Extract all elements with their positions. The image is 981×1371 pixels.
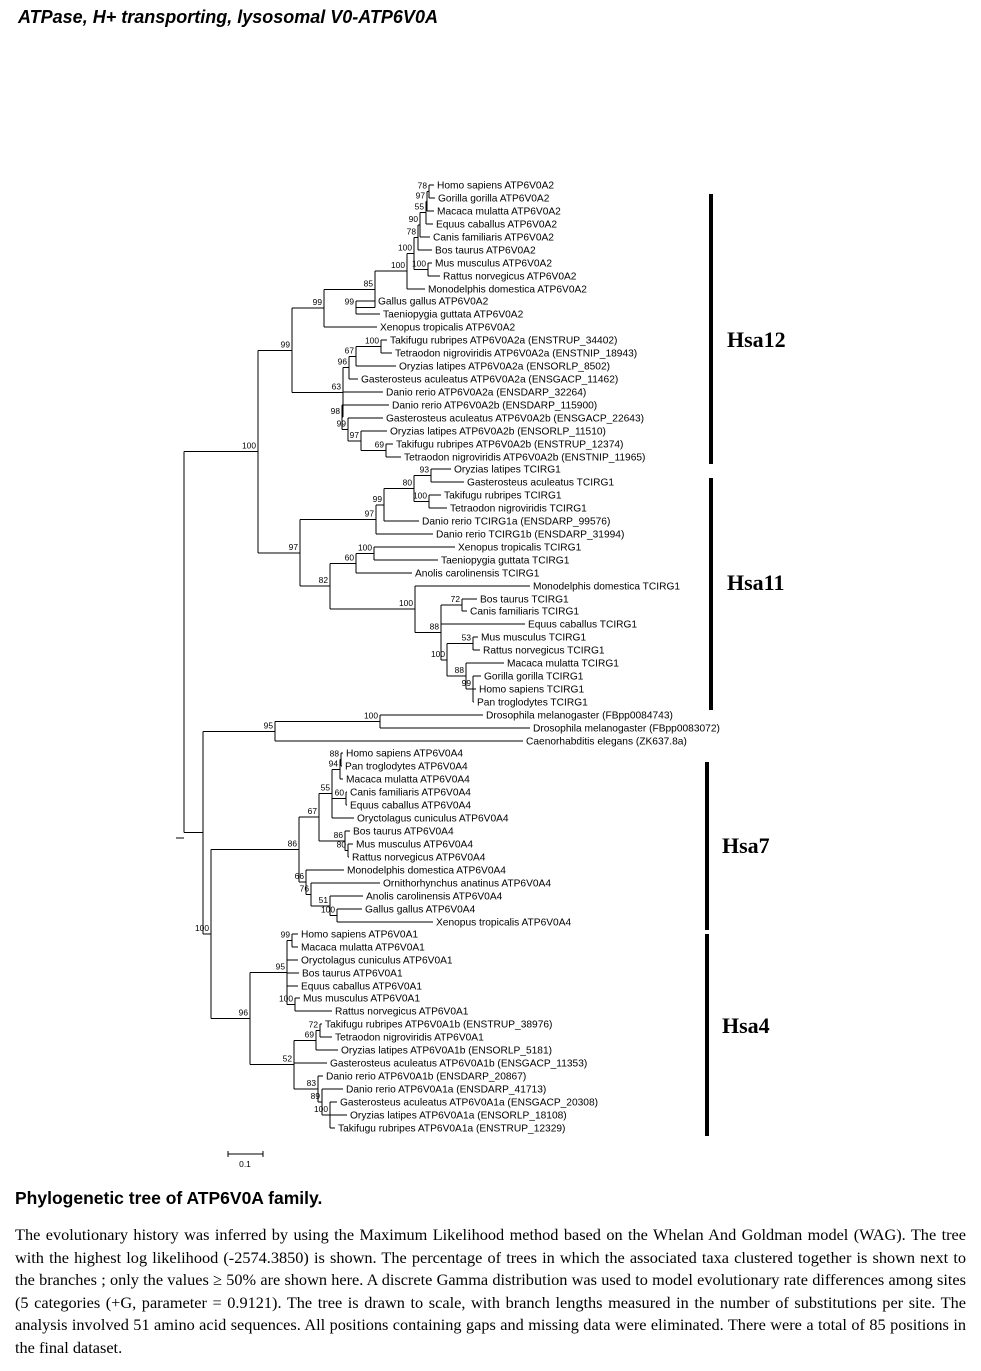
taxon-label: Gallus gallus ATP6V0A2 xyxy=(378,296,489,308)
taxon-label: Danio rerio ATP6V0A2b (ENSDARP_115900) xyxy=(392,400,598,412)
bootstrap-value: 52 xyxy=(282,1053,292,1064)
bootstrap-value: 100 xyxy=(365,335,379,346)
bootstrap-value: 100 xyxy=(321,904,335,915)
taxon-label: Gasterosteus aculeatus ATP6V0A2a (ENSGACP_11462) xyxy=(361,374,619,386)
bootstrap-value: 90 xyxy=(408,213,418,224)
taxon-label: Homo sapiens ATP6V0A1 xyxy=(301,929,419,941)
taxon-label: Drosophila melanogaster (FBpp0084743) xyxy=(486,710,673,722)
taxon-label: Danio rerio TCIRG1a (ENSDARP_99576) xyxy=(422,516,611,528)
taxon-label: Oryzias latipes TCIRG1 xyxy=(454,464,561,476)
taxon-label: Mus musculus ATP6V0A4 xyxy=(356,839,474,851)
taxon-label: Bos taurus ATP6V0A2 xyxy=(435,245,536,257)
bootstrap-value: 80 xyxy=(402,477,412,488)
bootstrap-value: 95 xyxy=(263,720,273,731)
bootstrap-value: 60 xyxy=(334,787,344,798)
taxon-label: Macaca mulatta ATP6V0A1 xyxy=(301,942,425,954)
taxon-label: Danio rerio ATP6V0A1a (ENSDARP_41713) xyxy=(346,1084,547,1096)
taxon-label: Rattus norvegicus ATP6V0A2 xyxy=(443,271,577,283)
taxon-label: Monodelphis domestica ATP6V0A4 xyxy=(347,865,506,877)
bootstrap-value: 55 xyxy=(414,201,424,212)
bootstrap-value: 53 xyxy=(461,632,471,643)
taxon-label: Rattus norvegicus ATP6V0A1 xyxy=(335,1006,469,1018)
taxon-label: Pan troglodytes TCIRG1 xyxy=(477,697,588,709)
taxon-label: Takifugu rubripes ATP6V0A1b (ENSTRUP_38976) xyxy=(325,1019,553,1031)
bootstrap-value: 94 xyxy=(328,758,338,769)
bootstrap-value: 88 xyxy=(454,665,464,675)
taxon-label: Canis familiaris ATP6V0A4 xyxy=(350,787,471,799)
taxon-label: Takifugu rubripes TCIRG1 xyxy=(444,490,562,502)
taxon-label: Rattus norvegicus TCIRG1 xyxy=(483,645,605,657)
taxon-label: Monodelphis domestica ATP6V0A2 xyxy=(428,284,587,296)
bootstrap-value: 100 xyxy=(398,242,412,253)
taxon-label: Xenopus tropicalis ATP6V0A2 xyxy=(380,322,516,334)
taxon-label: Takifugu rubripes ATP6V0A2a (ENSTRUP_34402) xyxy=(390,335,618,347)
taxon-label: Gasterosteus aculeatus ATP6V0A2b (ENSGACP_22643) xyxy=(386,413,645,425)
taxon-label: Oryzias latipes ATP6V0A2b (ENSORLP_11510) xyxy=(390,426,606,438)
taxon-label: Pan troglodytes ATP6V0A4 xyxy=(345,761,468,773)
bootstrap-value: 98 xyxy=(330,406,340,417)
bootstrap-value: 80 xyxy=(336,839,346,850)
bootstrap-value: 83 xyxy=(306,1078,316,1088)
taxon-label: Anolis carolinensis TCIRG1 xyxy=(415,568,540,580)
bootstrap-value: 99 xyxy=(336,418,346,429)
group-bars xyxy=(705,194,786,1136)
taxon-label: Ornithorhynchus anatinus ATP6V0A4 xyxy=(383,878,552,890)
bootstrap-value: 95 xyxy=(275,961,285,972)
bootstrap-value: 99 xyxy=(461,678,471,688)
taxon-label: Taeniopygia guttata TCIRG1 xyxy=(441,555,570,567)
bootstrap-value: 82 xyxy=(318,575,328,586)
taxon-label: Gorilla gorilla TCIRG1 xyxy=(484,671,584,683)
taxon-label: Mus musculus ATP6V0A2 xyxy=(435,258,553,270)
taxon-label: Takifugu rubripes ATP6V0A2b (ENSTRUP_12374) xyxy=(396,439,624,451)
taxon-label: Bos taurus TCIRG1 xyxy=(480,594,569,606)
bootstrap-value: 51 xyxy=(318,894,328,905)
taxon-label: Mus musculus ATP6V0A1 xyxy=(303,993,421,1005)
bootstrap-value: 99 xyxy=(280,339,290,350)
taxon-label: Oryzias latipes ATP6V0A2a (ENSORLP_8502) xyxy=(399,361,611,373)
scale-bar xyxy=(228,1151,263,1169)
leaf-labels xyxy=(301,181,720,1135)
bootstrap-value: 72 xyxy=(308,1019,318,1030)
group-bar-hsa12 xyxy=(709,194,713,464)
caption-title: Phylogenetic tree of ATP6V0A family. xyxy=(15,1188,323,1208)
bootstrap-value: 100 xyxy=(279,993,293,1004)
bootstrap-value: 100 xyxy=(314,1104,328,1114)
bootstrap-value: 99 xyxy=(372,493,382,504)
bootstrap-value: 85 xyxy=(363,278,373,289)
taxon-label: Anolis carolinensis ATP6V0A4 xyxy=(366,891,503,903)
bootstrap-value: 67 xyxy=(344,345,354,356)
group-label-hsa4: Hsa4 xyxy=(722,1013,770,1038)
group-label-hsa12: Hsa12 xyxy=(727,327,786,352)
taxon-label: Tetraodon nigroviridis ATP6V0A1 xyxy=(335,1032,484,1044)
taxon-label: Oryzias latipes ATP6V0A1a (ENSORLP_18108) xyxy=(350,1110,567,1122)
taxon-label: Drosophila melanogaster (FBpp0083072) xyxy=(533,723,720,735)
bootstrap-value: 76 xyxy=(299,883,309,894)
page-title: ATPase, H+ transporting, lysosomal V0-ATP6V0A xyxy=(18,7,438,27)
bootstrap-value: 100 xyxy=(412,258,426,269)
bootstrap-value: 100 xyxy=(195,923,209,934)
taxon-label: Equus caballus ATP6V0A2 xyxy=(436,219,558,231)
bootstrap-value: 67 xyxy=(307,806,317,817)
bootstrap-value: 100 xyxy=(391,260,405,271)
bootstrap-value: 89 xyxy=(310,1091,320,1101)
group-label-hsa11: Hsa11 xyxy=(727,570,785,595)
group-bar-hsa7 xyxy=(705,762,709,930)
bootstrap-value: 100 xyxy=(242,440,256,451)
taxon-label: Danio rerio ATP6V0A1b (ENSDARP_20867) xyxy=(326,1071,527,1083)
bootstrap-value: 100 xyxy=(358,542,372,553)
taxon-label: Rattus norvegicus ATP6V0A4 xyxy=(352,852,486,864)
taxon-label: Macaca mulatta TCIRG1 xyxy=(507,658,619,670)
taxon-label: Equus caballus ATP6V0A4 xyxy=(350,800,472,812)
taxon-label: Xenopus tropicalis ATP6V0A4 xyxy=(436,917,572,929)
bootstrap-value: 100 xyxy=(431,648,445,659)
taxon-label: Tetraodon nigroviridis ATP6V0A2b (ENSTNIP_11965) xyxy=(404,452,646,464)
taxon-label: Caenorhabditis elegans (ZK637.8a) xyxy=(526,736,687,748)
taxon-label: Gallus gallus ATP6V0A4 xyxy=(365,904,476,916)
taxon-label: Mus musculus TCIRG1 xyxy=(481,632,587,644)
taxon-label: Oryctolagus cuniculus ATP6V0A1 xyxy=(301,955,453,967)
taxon-label: Gasterosteus aculeatus TCIRG1 xyxy=(467,477,615,489)
taxon-label: Oryzias latipes ATP6V0A1b (ENSORLP_5181) xyxy=(341,1045,553,1057)
taxon-label: Gorilla gorilla ATP6V0A2 xyxy=(438,193,550,205)
taxon-label: Tetraodon nigroviridis TCIRG1 xyxy=(450,503,587,515)
taxon-label: Equus caballus TCIRG1 xyxy=(528,619,638,631)
caption-text: The evolutionary history was inferred by using the Maximum Likelihood method based on the Whelan And Goldman model (WAG). The tree with the highest log likelihood (-2574.3850) is shown. The percentage of trees in which the associated taxa clustered together is shown next to the branches ; only the values ≥ 50% are shown here. A discrete Gamma distribution was used to model evolutionary rate differences among sites (5 categories (+G, parameter = 0.9121). The tree is drawn to scale, with branch lengths measured in the number of substitutions per site. The analysis involved 51 amino acid sequences. All positions containing gaps and missing data were eliminated. There were a total of 85 positions in the final dataset. xyxy=(15,1225,966,1357)
bootstrap-value: 86 xyxy=(287,838,297,849)
bootstrap-value: 78 xyxy=(417,180,427,191)
bootstrap-value: 97 xyxy=(288,541,298,552)
taxon-label: Homo sapiens ATP6V0A2 xyxy=(437,180,555,192)
bootstrap-value: 99 xyxy=(280,929,290,940)
taxon-label: Homo sapiens TCIRG1 xyxy=(479,684,585,696)
group-bar-hsa11 xyxy=(709,478,713,710)
bootstrap-value: 96 xyxy=(238,1007,248,1018)
taxon-label: Macaca mulatta ATP6V0A4 xyxy=(346,774,470,786)
bootstrap-value: 96 xyxy=(337,356,347,367)
bootstrap-value: 93 xyxy=(419,464,429,475)
taxon-label: Gasterosteus aculeatus ATP6V0A1b (ENSGACP_11353) xyxy=(330,1058,588,1070)
taxon-label: Danio rerio ATP6V0A2a (ENSDARP_32264) xyxy=(386,387,587,399)
taxon-label: Danio rerio TCIRG1b (ENSDARP_31994) xyxy=(436,529,625,541)
bootstrap-value: 69 xyxy=(304,1029,314,1040)
taxon-label: Macaca mulatta ATP6V0A2 xyxy=(437,206,561,218)
bootstrap-value: 63 xyxy=(331,381,341,392)
group-label-hsa7: Hsa7 xyxy=(722,833,770,858)
bootstrap-value: 100 xyxy=(413,490,427,501)
bootstrap-value: 100 xyxy=(364,710,378,721)
taxon-label: Takifugu rubripes ATP6V0A1a (ENSTRUP_12329) xyxy=(338,1123,566,1135)
bootstrap-value: 72 xyxy=(450,594,460,604)
bootstrap-value: 55 xyxy=(320,782,330,793)
group-bar-hsa4 xyxy=(705,934,709,1136)
scale-bar-label: 0.1 xyxy=(239,1159,251,1169)
taxon-label: Equus caballus ATP6V0A1 xyxy=(301,981,423,993)
taxon-label: Taeniopygia guttata ATP6V0A2 xyxy=(383,309,524,321)
taxon-label: Xenopus tropicalis TCIRG1 xyxy=(458,542,582,554)
taxon-label: Bos taurus ATP6V0A1 xyxy=(302,968,403,980)
bootstrap-value: 60 xyxy=(344,552,354,563)
taxon-label: Gasterosteus aculeatus ATP6V0A1a (ENSGACP_20308) xyxy=(340,1097,599,1109)
bootstrap-value: 86 xyxy=(333,829,343,840)
bootstrap-value: 99 xyxy=(344,296,354,307)
bootstrap-value: 66 xyxy=(294,871,304,882)
taxon-label: Homo sapiens ATP6V0A4 xyxy=(346,748,464,760)
taxon-label: Canis familiaris TCIRG1 xyxy=(470,606,580,618)
taxon-label: Canis familiaris ATP6V0A2 xyxy=(433,232,554,244)
phylogenetic-tree xyxy=(0,170,981,1170)
taxon-label: Bos taurus ATP6V0A4 xyxy=(353,826,454,838)
bootstrap-value: 97 xyxy=(349,429,359,440)
bootstrap-value: 99 xyxy=(312,297,322,308)
taxon-label: Monodelphis domestica TCIRG1 xyxy=(533,581,681,593)
taxon-label: Oryctolagus cuniculus ATP6V0A4 xyxy=(357,813,509,825)
bootstrap-value: 78 xyxy=(406,226,416,237)
bootstrap-value: 100 xyxy=(399,598,413,609)
scale-bar-line xyxy=(228,1151,263,1157)
taxon-label: Tetraodon nigroviridis ATP6V0A2a (ENSTNIP_18943) xyxy=(395,348,638,360)
bootstrap-value: 69 xyxy=(374,439,384,450)
bootstrap-value: 88 xyxy=(329,748,339,759)
bootstrap-value: 97 xyxy=(364,508,374,519)
bootstrap-value: 97 xyxy=(415,190,425,201)
bootstrap-value: 88 xyxy=(429,621,439,632)
